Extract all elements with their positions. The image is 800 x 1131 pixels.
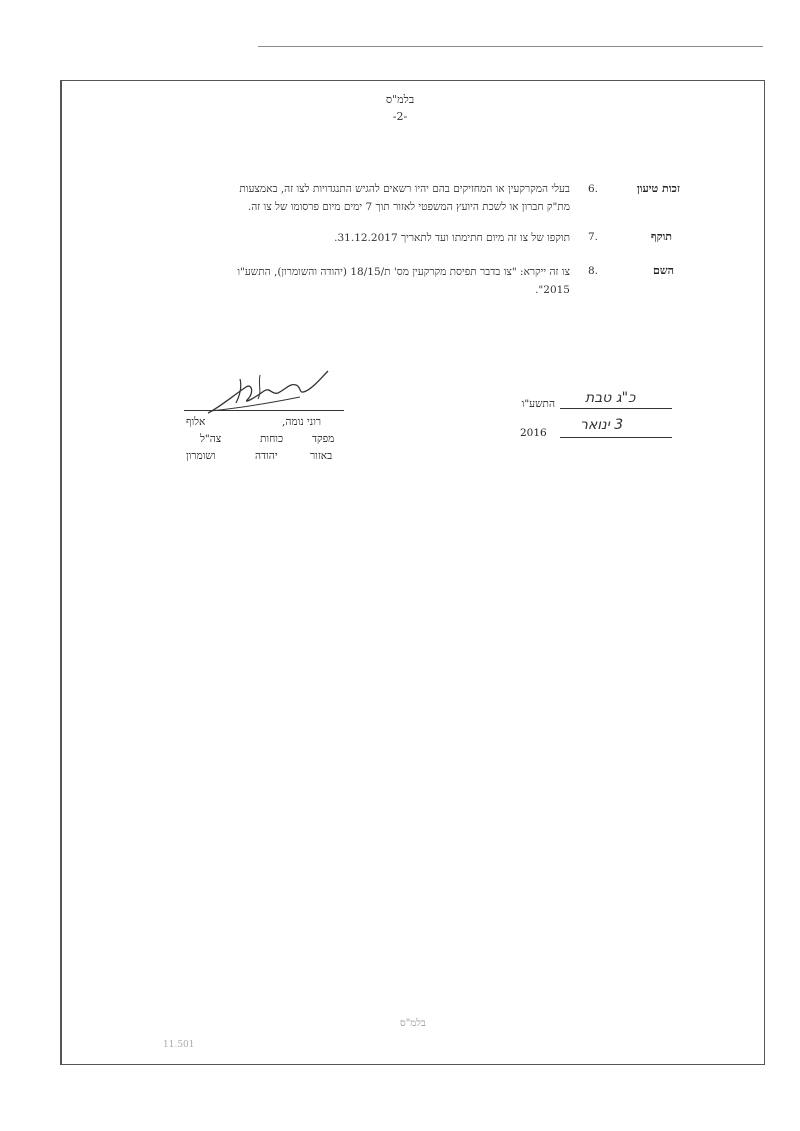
clause-8-number: 8. [587, 265, 598, 277]
clause-7-number: 7. [587, 231, 598, 243]
footer-faint-code: 11.501 [163, 1040, 195, 1050]
page-frame [60, 80, 765, 1065]
footer-classification: בלמ"ס [400, 1018, 426, 1029]
signatory-title-2a: ושומרון [186, 450, 216, 462]
signatory-title-2c: באזור [310, 450, 333, 462]
signatory-name: רוני נומה, [282, 416, 322, 428]
scan-top-line [258, 46, 763, 47]
signatory-title-1a: צה"ל [200, 433, 222, 445]
hebrew-date-handwritten: כ"ג טבת [585, 390, 636, 406]
header-classification: בלמ"ס [385, 93, 415, 106]
clause-7-text [100, 229, 570, 247]
clause-6-text [100, 180, 570, 216]
clause-8-line-2: 2015". [535, 284, 570, 296]
clause-8-title: השם [653, 264, 674, 277]
clause-6-line-1: בעלי המקרקעין או המחזיקים בהם יהיו רשאים להגיש התנגדויות לצו זה, באמצעות [239, 183, 570, 195]
clause-6-line-2: מת"ק חברון או לשכת היועץ המשפטי לאזור תוך 7 ימים מיום פרסומו של צו זה. [247, 201, 570, 213]
signatory-rank: אלוף [186, 416, 206, 428]
gregorian-year: 2016 [520, 427, 547, 439]
clause-6-title: זכות טיעון [636, 182, 680, 195]
hebrew-year-label: התשע"ו [521, 398, 555, 410]
clause-8-line-1: צו זה ייקרא: "צו בדבר תפיסת מקרקעין מס' ת/18/15 (יהודה והשומרון), התשע"ו [237, 266, 570, 278]
signatory-title-1b: כוחות [260, 433, 284, 445]
hebrew-date-line [560, 408, 672, 409]
clause-7-title: תוקף [650, 230, 672, 243]
signatory-title-2b: יהודה [255, 450, 278, 462]
signature-line [184, 410, 344, 411]
clause-8-text [100, 263, 570, 299]
signatory-title-1c: מפקד [312, 433, 335, 445]
gregorian-date-line [560, 437, 672, 438]
clause-7-line-1: תוקפו של צו זה מיום חתימתו ועד לתאריך 31.12.2017. [334, 232, 570, 244]
page-number: -2- [392, 110, 408, 123]
clause-6-number: 6. [587, 183, 598, 195]
handwritten-signature [200, 365, 360, 425]
gregorian-date-handwritten: 3 ינואר [580, 417, 624, 433]
